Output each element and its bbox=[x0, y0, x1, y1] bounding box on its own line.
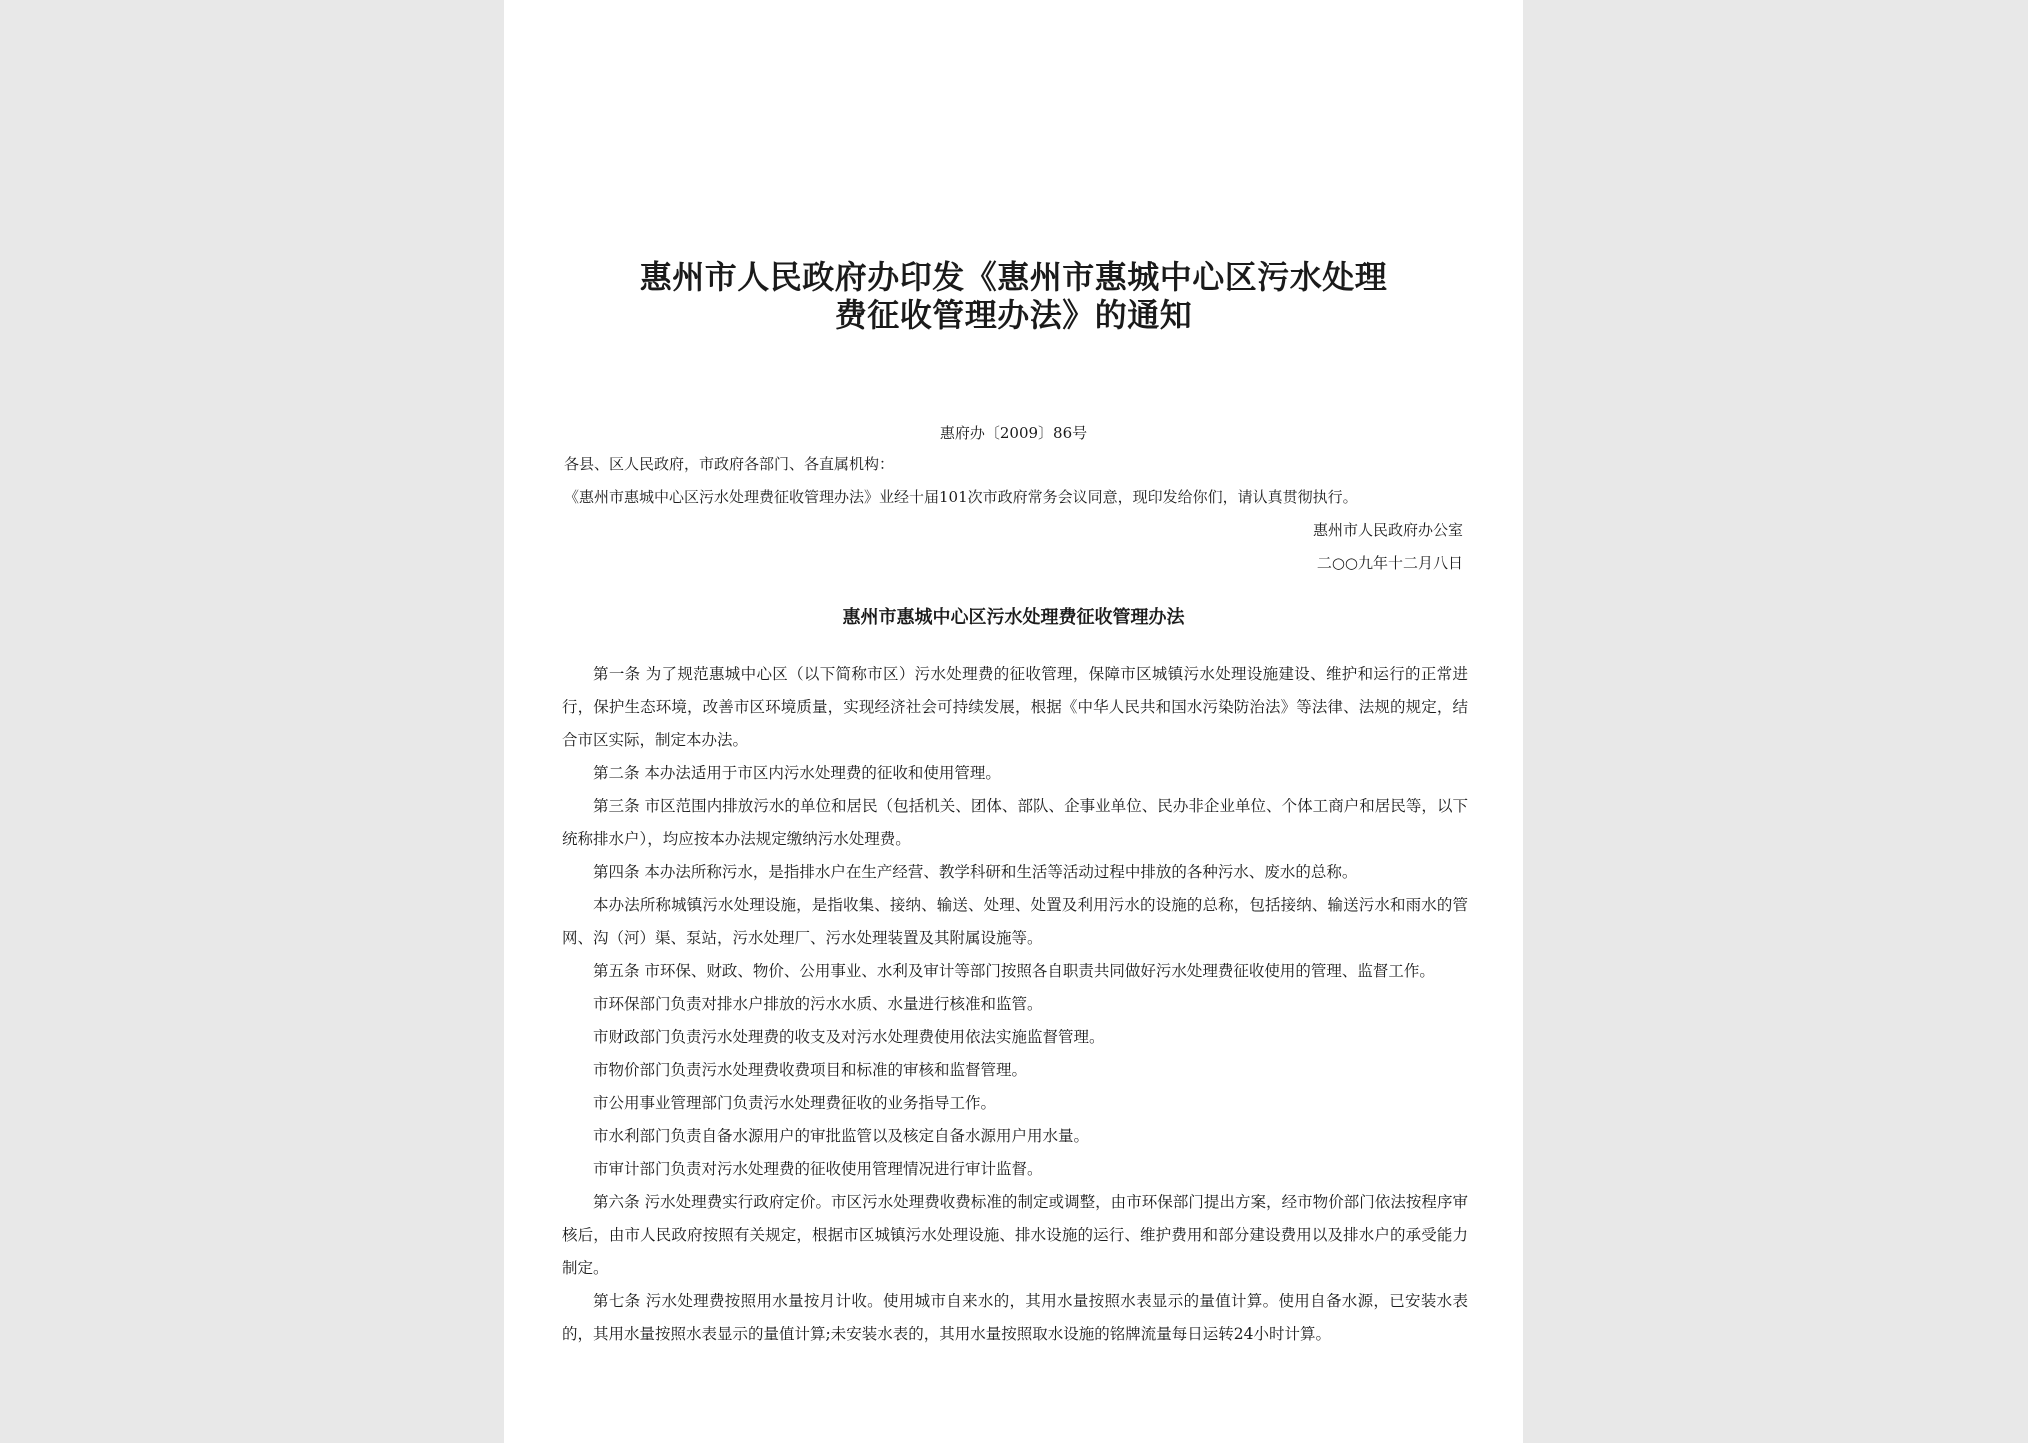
document-page bbox=[504, 0, 1523, 1443]
paragraph: 第六条 污水处理费实行政府定价。市区污水处理费收费标准的制定或调整，由市环保部门提出方案，经市物价部门依法按程序审核后，由市人民政府按照有关规定，根据市区城镇污水处理设施、排水设施的运行、维护费用和部分建设费用以及排水户的承受能力制定。 bbox=[562, 1193, 1468, 1277]
issue-date: 二○○九年十二月八日 bbox=[1316, 554, 1463, 572]
title-line-2: 费征收管理办法》的通知 bbox=[834, 296, 1193, 334]
paragraph: 第一条 为了规范惠城中心区（以下简称市区）污水处理费的征收管理，保障市区城镇污水处理设施建设、维护和运行的正常进行，保护生态环境，改善市区环境质量，实现经济社会可持续发展，根据《中华人民共和国水污染防治法》等法律、法规的规定，结合市区实际，制定本办法。 bbox=[562, 665, 1468, 749]
paragraph: 市审计部门负责对污水处理费的征收使用管理情况进行审计监督。 bbox=[593, 1160, 1043, 1178]
paragraph: 市物价部门负责污水处理费收费项目和标准的审核和监督管理。 bbox=[593, 1061, 1028, 1079]
document-title bbox=[504, 258, 1523, 334]
issuer-signature: 惠州市人民政府办公室 bbox=[1312, 521, 1463, 539]
paragraph: 第五条 市环保、财政、物价、公用事业、水利及审计等部门按照各自职责共同做好污水处理费征收使用的管理、监督工作。 bbox=[593, 962, 1435, 980]
paragraph: 第七条 污水处理费按照用水量按月计收。使用城市自来水的，其用水量按照水表显示的量值计算。使用自备水源，已安装水表的，其用水量按照水表显示的量值计算;未安装水表的，其用水量按照取水设施的铭牌流量每日运转24小时计算。 bbox=[562, 1292, 1468, 1343]
title-line-1: 惠州市人民政府办印发《惠州市惠城中心区污水处理 bbox=[639, 258, 1388, 296]
salutation: 各县、区人民政府，市政府各部门、各直属机构： bbox=[564, 455, 895, 473]
paragraph: 市水利部门负责自备水源用户的审批监管以及核定自备水源用户用水量。 bbox=[593, 1127, 1090, 1145]
paragraph: 第二条 本办法适用于市区内污水处理费的征收和使用管理。 bbox=[593, 764, 1001, 782]
document-number: 惠府办〔2009〕86号 bbox=[939, 424, 1088, 442]
paragraph: 市环保部门负责对排水户排放的污水水质、水量进行核准和监管。 bbox=[593, 995, 1043, 1013]
paragraph: 市公用事业管理部门负责污水处理费征收的业务指导工作。 bbox=[593, 1094, 997, 1112]
paragraph: 第三条 市区范围内排放污水的单位和居民（包括机关、团体、部队、企事业单位、民办非企业单位、个体工商户和居民等，以下统称排水户），均应按本办法规定缴纳污水处理费。 bbox=[562, 797, 1468, 848]
regulation-title: 惠州市惠城中心区污水处理费征收管理办法 bbox=[842, 607, 1185, 628]
intro-paragraph: 《惠州市惠城中心区污水处理费征收管理办法》业经十届101次市政府常务会议同意，现印发给你们，请认真贯彻执行。 bbox=[564, 488, 1358, 506]
regulation-body bbox=[562, 658, 1468, 1351]
paragraph: 本办法所称城镇污水处理设施，是指收集、接纳、输送、处理、处置及利用污水的设施的总称，包括接纳、输送污水和雨水的管网、沟（河）渠、泵站，污水处理厂、污水处理装置及其附属设施等。 bbox=[562, 896, 1468, 947]
paragraph: 市财政部门负责污水处理费的收支及对污水处理费使用依法实施监督管理。 bbox=[593, 1028, 1105, 1046]
paragraph: 第四条 本办法所称污水，是指排水户在生产经营、教学科研和生活等活动过程中排放的各种污水、废水的总称。 bbox=[593, 863, 1358, 881]
